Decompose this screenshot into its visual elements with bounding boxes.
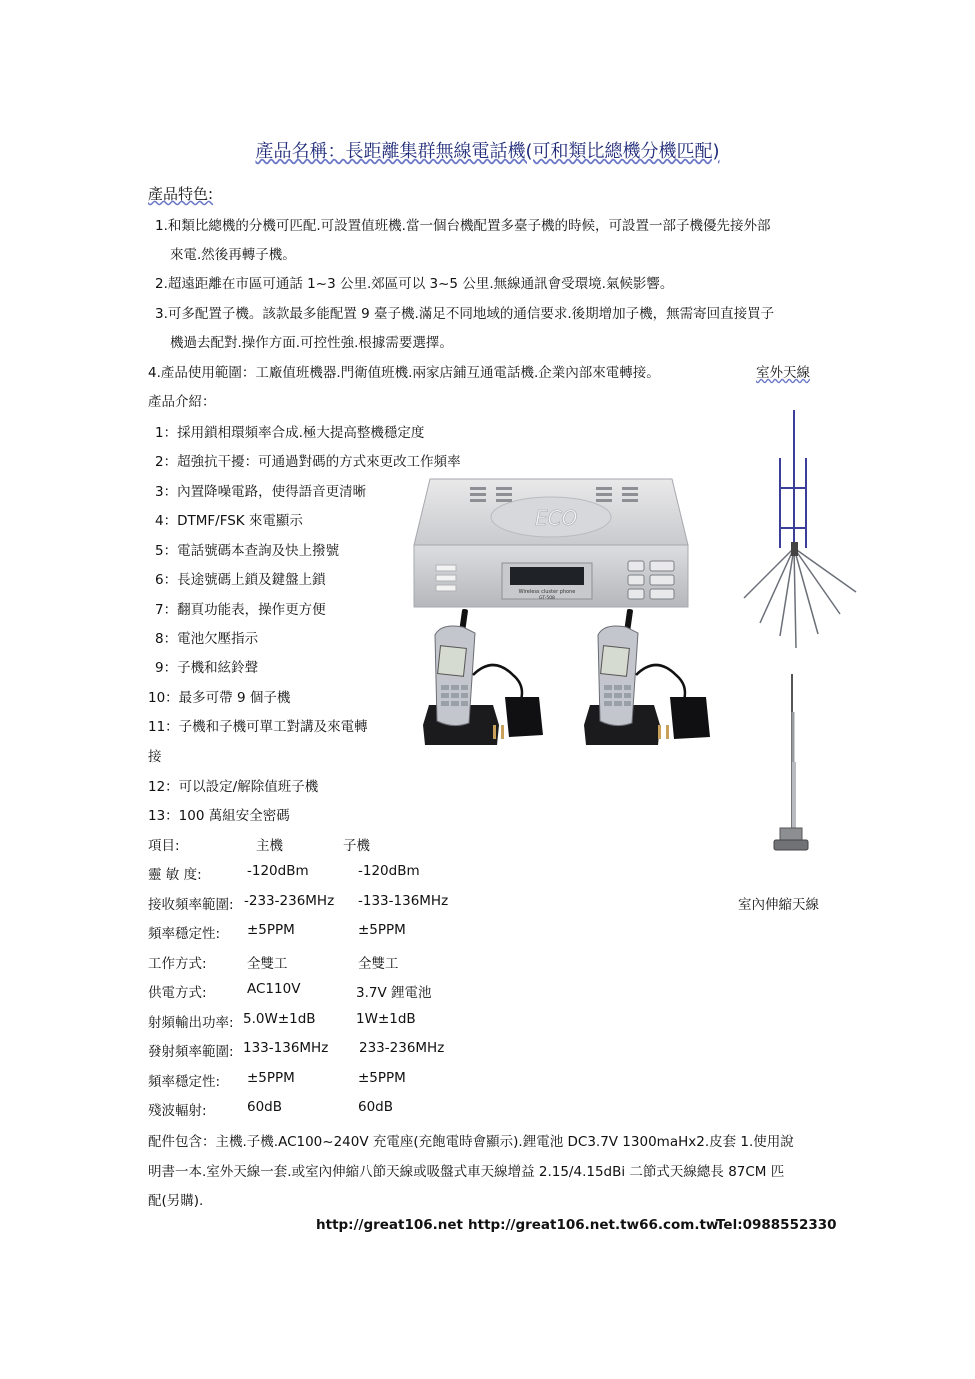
- spec-label: 接收頻率範圍:: [148, 897, 234, 913]
- usage-line: 4.產品使用範圍：工廠值班機器.門衛值班機.兩家店鋪互通電話機.企業內部來電轉接。: [148, 365, 660, 381]
- spec-handset: 全雙工: [358, 956, 399, 972]
- feature-2-line1: 2.超遠距離在市區可通話 1~3 公里.郊區可以 3~5 公里.無線通訊會受環境.氣候影響。: [155, 276, 674, 292]
- specs-header-main: 主機: [256, 838, 283, 854]
- spec-main: 5.0W±1dB: [243, 1011, 316, 1027]
- feature-3-line2: 機過去配對.操作方面.可控性強.根據需要選擇。: [170, 335, 453, 351]
- intro-item: 5：電話號碼本查詢及快上撥號: [155, 543, 340, 559]
- footer-url-1[interactable]: http://great106.net: [316, 1217, 464, 1233]
- footer-url-2[interactable]: http://great106.net.tw66.com.tw: [468, 1217, 719, 1233]
- footer-tel: Tel:0988552330: [716, 1217, 837, 1233]
- spec-handset: 233-236MHz: [359, 1040, 445, 1056]
- accessories-line: 配(另購).: [148, 1193, 204, 1209]
- outdoor-antenna-image: [740, 408, 860, 653]
- base-model: GT-508: [539, 596, 555, 601]
- intro-item: 7：翻頁功能表，操作更方便: [155, 602, 326, 618]
- intro-item: 6：長途號碼上鎖及鍵盤上鎖: [155, 572, 326, 588]
- handset-charger-image-2: [578, 605, 720, 755]
- features-heading: 產品特色:: [148, 185, 214, 203]
- intro-item: 11：子機和子機可單工對講及來電轉: [148, 719, 368, 735]
- spec-label: 射頻輸出功率:: [148, 1015, 234, 1031]
- feature-3-line1: 3.可多配置子機。該款最多能配置 9 臺子機.滿足不同地域的通信要求.後期增加子機，無需寄回直接買子: [155, 306, 775, 322]
- spec-handset: ±5PPM: [358, 922, 406, 938]
- spec-main: AC110V: [247, 981, 301, 997]
- spec-main: ±5PPM: [247, 1070, 295, 1086]
- accessories-line: 明書一本.室外天線一套.或室內伸縮八節天線或吸盤式車天線增益 2.15/4.15dBi 二節式天線總長 87CM 匹: [148, 1164, 785, 1180]
- spec-main: ±5PPM: [247, 922, 295, 938]
- spec-label: 殘波輻射:: [148, 1103, 207, 1119]
- spec-main: -120dBm: [247, 863, 309, 879]
- specs-header-handset: 子機: [343, 838, 370, 854]
- accessories-line: 配件包含：主機.子機.AC100~240V 充電座(充飽電時會顯示).鋰電池 DC3.7V 1300maHx2.皮套 1.使用說: [148, 1134, 794, 1150]
- spec-label: 頻率穩定性:: [148, 1074, 221, 1090]
- base-unit-image: [410, 475, 692, 615]
- spec-label: 工作方式:: [148, 956, 207, 972]
- intro-item: 12：可以設定/解除值班子機: [148, 779, 319, 795]
- spec-main: 全雙工: [247, 956, 288, 972]
- indoor-antenna-image: [770, 672, 810, 860]
- base-screen-text: Wireless cluster phone: [518, 589, 576, 595]
- handset-charger-image-1: [413, 605, 555, 755]
- spec-label: 供電方式:: [148, 985, 207, 1001]
- spec-label: 靈 敏 度:: [148, 867, 202, 883]
- spec-handset: 60dB: [358, 1099, 394, 1115]
- intro-heading: 產品介紹：: [148, 394, 216, 410]
- spec-handset: 1W±1dB: [356, 1011, 416, 1027]
- intro-item: 8：電池欠壓指示: [155, 631, 259, 647]
- indoor-antenna-label: 室內伸縮天線: [738, 897, 819, 913]
- spec-handset: -120dBm: [358, 863, 420, 879]
- base-logo: ECO: [535, 506, 578, 530]
- intro-item: 13：100 萬組安全密碼: [148, 808, 290, 824]
- spec-handset: ±5PPM: [358, 1070, 406, 1086]
- intro-item: 10：最多可帶 9 個子機: [148, 690, 291, 706]
- intro-item: 2：超強抗干擾：可通過對碼的方式來更改工作頻率: [155, 454, 461, 470]
- spec-label: 發射頻率範圍:: [148, 1044, 234, 1060]
- spec-main: 60dB: [247, 1099, 283, 1115]
- feature-1-line2: 來電.然後再轉子機。: [170, 247, 296, 263]
- intro-item: 3：內置降噪電路，使得語音更清晰: [155, 484, 367, 500]
- specs-header-label: 項目:: [148, 838, 180, 854]
- page-title: 產品名稱：長距離集群無線電話機(可和類比總機分機匹配): [255, 141, 720, 162]
- spec-main: 133-136MHz: [243, 1040, 329, 1056]
- intro-item: 接: [148, 749, 162, 765]
- intro-item: 9：子機和絃鈴聲: [155, 660, 259, 676]
- spec-main: -233-236MHz: [244, 893, 335, 909]
- intro-item: 4：DTMF/FSK 來電顯示: [155, 513, 303, 529]
- spec-handset: 3.7V 鋰電池: [356, 985, 432, 1001]
- spec-label: 頻率穩定性:: [148, 926, 221, 942]
- feature-1-line1: 1.和類比總機的分機可匹配.可設置值班機.當一個台機配置多臺子機的時候，可設置一部子機優先接外部: [155, 218, 771, 234]
- outdoor-antenna-label: 室外天線: [756, 365, 810, 381]
- spec-handset: -133-136MHz: [358, 893, 449, 909]
- intro-item: 1：採用鎖相環頻率合成.極大提高整機穩定度: [155, 425, 425, 441]
